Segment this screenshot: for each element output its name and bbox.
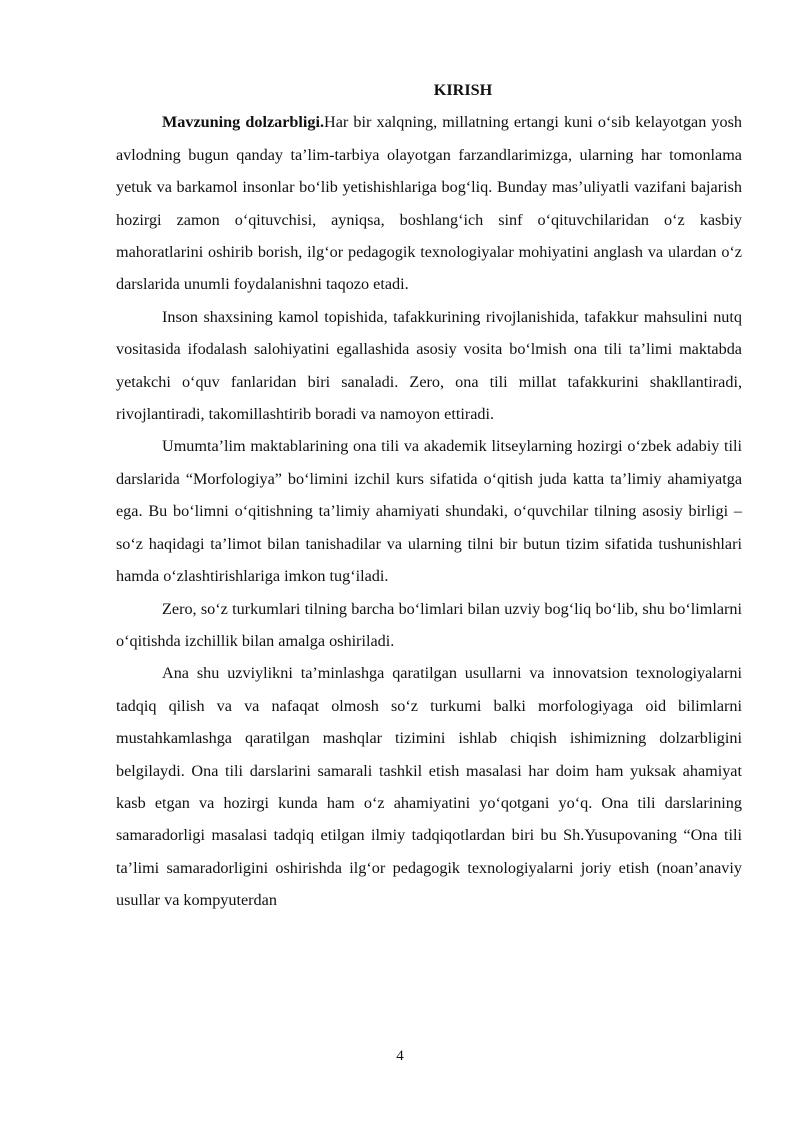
paragraph-4 [116, 593, 742, 658]
page-number: 4 [396, 1048, 404, 1064]
paragraph-text: Har bir xalqning, millatning ertangi kuni o‘sib kelayotgan yosh avlodning bugun qanday ta’lim-tarbiya olayotgan farzandlarimizga, ularning har tomonlama yetuk va barkamol insonlar bo‘lib yetishishlariga bog‘liq. Bunday mas’uliyatli vazifani bajarish hozirgi zamon o‘qituvchisi, ayniqsa, boshlang‘ich sinf o‘qituvchilaridan o‘z kasbiy mahoratlarini oshirib borish, ilg‘or pedagogik texnologiyalar mohiyatini anglash va ulardan o‘z darslarida unumli foydalanishni taqozo etadi. [116, 113, 742, 294]
paragraph-1 [116, 106, 742, 300]
paragraph-2 [116, 301, 742, 431]
page-title: KIRISH [433, 81, 493, 99]
paragraph-5 [116, 657, 742, 916]
paragraph-text: Inson shaxsining kamol topishida, tafakkurining rivojlanishida, tafakkur mahsulini nutq vositasida ifodalash salohiyatini egallashida asosiy vosita bo‘lmish ona tili ta’limi maktabda yetakchi o‘quv fanlaridan biri sanaladi. Zero, ona tili millat tafakkurini shakllantiradi, rivojlantiradi, takomillashtirib boradi va namoyon ettiradi. [116, 307, 742, 424]
paragraph-lead: Mavzuning dolzarbligi. [162, 113, 325, 132]
paragraph-3 [116, 430, 742, 592]
paragraph-text: Ana shu uzviylikni ta’minlashga qaratilgan usullarni va innovatsion texnologiyalarni tadqiq qilish va va nafaqat olmosh so‘z turkumi balki morfologiyaga oid bilimlarni mustahkamlashga qaratilgan mashqlar tizimini ishlab chiqish ishimizning dolzarbligini belgilaydi. Ona tili darslarini samarali tashkil etish masalasi har doim ham yuksak ahamiyat kasb etgan va hozirgi kunda ham o‘z ahamiyatini yo‘qotgani yo‘q. Ona tili darslarining samaradorligi masalasi tadqiq etilgan ilmiy tadqiqotlardan biri bu Sh.Yusupovaning “Ona tili ta’limi samaradorligini oshirishda ilg‘or pedagogik texnologiyalarni joriy etish (noan’anaviy usullar va kompyuterdan [116, 664, 742, 910]
document-body [116, 74, 742, 917]
paragraph-text: Zero, so‘z turkumlari tilning barcha bo‘limlari bilan uzviy bog‘liq bo‘lib, shu bo‘limlarni o‘qitishda izchillik bilan amalga oshiriladi. [116, 599, 742, 650]
paragraph-text: Umumta’lim maktablarining ona tili va akademik litseylarning hozirgi o‘zbek adabiy tili darslarida “Morfologiya” bo‘limini izchil kurs sifatida o‘qitish juda katta ta’limiy ahamiyatga ega. Bu bo‘limni o‘qitishning ta’limiy ahamiyati shundaki, o‘quvchilar tilning asosiy birligi – so‘z haqidagi ta’limot bilan tanishadilar va ularning tilni bir butun tizim sifatida tushunishlari hamda o‘zlashtirishlariga imkon tug‘iladi. [116, 437, 742, 586]
